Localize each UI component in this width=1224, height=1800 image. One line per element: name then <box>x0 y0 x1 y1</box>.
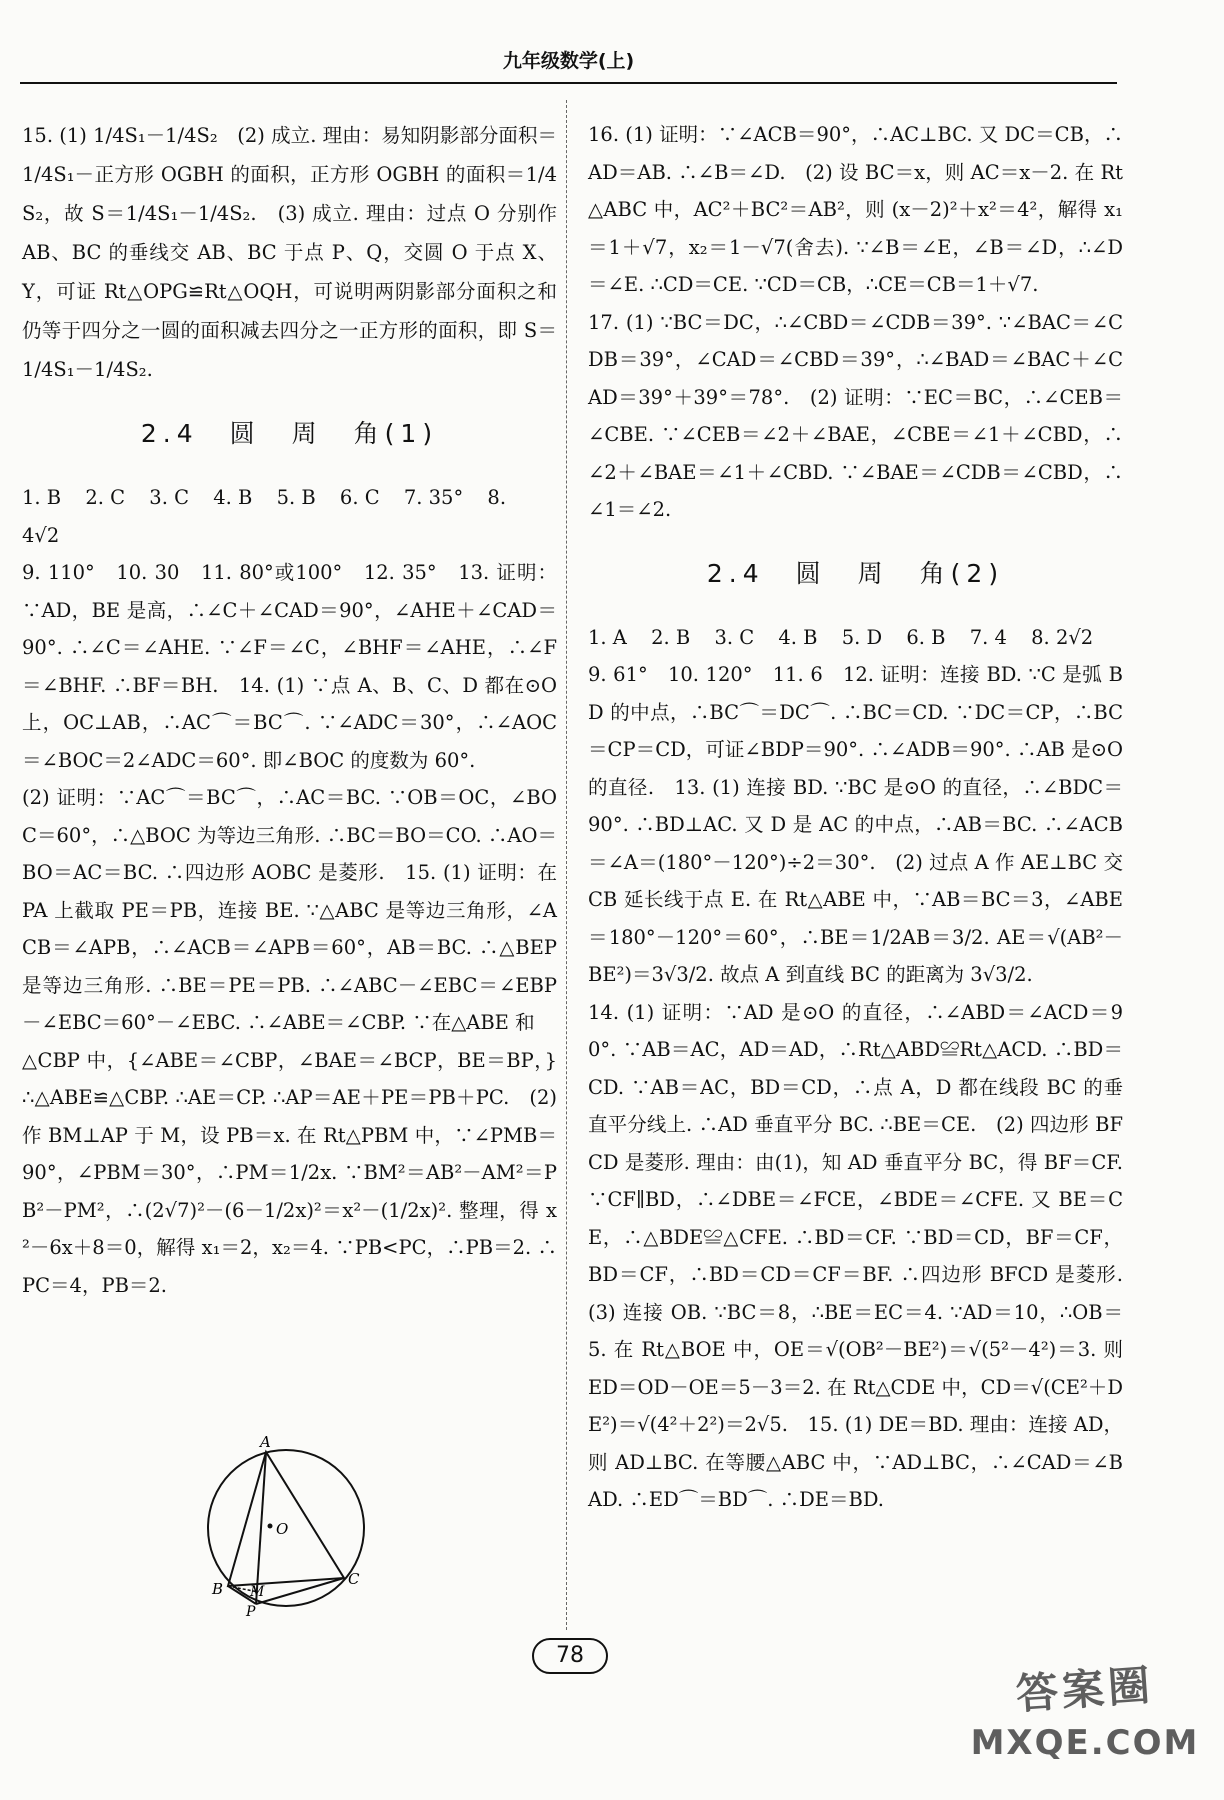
page-header: 九年级数学(上) <box>502 50 635 72</box>
section-title-2-4-1: 2.4 圆 周 角(1) <box>140 419 439 448</box>
answer-item: 8. 2√2 <box>1031 625 1094 649</box>
answer-item: 3. C <box>714 625 755 649</box>
answers-15-cont: △CBP 中，{∠ABE＝∠CBP，∠BAE＝∠BCP，BE＝BP，} ∴△ABE≌△CBP. ∴AE＝CP. ∴AP＝AE＋PE＝PB＋PC. (2) 作 BM⊥AP 于 M，设 PB＝x. 在 Rt△PBM 中，∵∠PMB＝90°，∠PBM＝30°，∴PM＝1/2x. ∵BM²＝AB²－AM²＝PB²－PM²，∴(2√7)²－(6－1/2x)²＝x²－(1/2x)². 整理，得 x²－6x＋8＝0，解得 x₁＝2，x₂＝4. ∵PB<PC，∴PB＝2. ∴PC＝4，PB＝2. <box>22 1048 557 1297</box>
label-c: C <box>348 1570 360 1588</box>
column-divider <box>566 100 567 1630</box>
answer-15-prev-section: 15. (1) 1/4S₁－1/4S₂ (2) 成立. 理由：易知阴影部分面积＝1/4S₁－正方形 OGBH 的面积，正方形 OGBH 的面积＝1/4S₂，故 S＝1/4S₁－1/4S₂. (3) 成立. 理由：过点 O 分别作 AB、BC 的垂线交 AB、BC 于点 P、Q，交圆 O 于点 X、Y，可证 Rt△OPG≌Rt△OQH，可说明两阴影部分面积之和仍等于四分之一圆的面积减去四分之一正方形的面积，即 S＝1/4S₁－1/4S₂. <box>22 124 557 381</box>
answer-16: 16. (1) 证明：∵∠ACB＝90°，∴AC⊥BC. 又 DC＝CB，∴AD＝AB. ∴∠B＝∠D. (2) 设 BC＝x，则 AC＝x－2. 在 Rt△ABC 中，AC²＋BC²＝AB²，则 (x－2)²＋x²＝4²，解得 x₁＝1＋√7，x₂＝1－√7(舍去). ∵∠B＝∠E，∠B＝∠D，∴∠D＝∠E. ∴CD＝CE. ∵CD＝CB，∴CE＝CB＝1＋√7. <box>588 123 1123 296</box>
right-column <box>588 116 1143 1519</box>
label-a: A <box>260 1436 271 1451</box>
answer-item: 7. 35° <box>403 486 464 509</box>
answer-item: 7. 4 <box>969 625 1007 649</box>
answer-item: 8. 4√2 <box>22 486 507 547</box>
answer-item: 2. C <box>85 486 126 509</box>
triangle-abc <box>228 1452 344 1586</box>
answer-item: 1. B <box>22 486 62 509</box>
section-title-2-4-2: 2.4 圆 周 角(2) <box>706 558 1005 588</box>
answer-item: 4. B <box>778 625 818 649</box>
answer-item: 6. C <box>339 486 380 509</box>
label-p: P <box>246 1604 256 1616</box>
answers-1-8-row <box>22 479 557 554</box>
circle-triangle-figure <box>200 1436 380 1616</box>
answer-item: 5. B <box>276 486 316 509</box>
answer-item: 3. C <box>149 486 190 509</box>
left-column <box>22 116 557 1304</box>
label-m: M <box>250 1584 265 1600</box>
answers-9-14: 9. 110° 10. 30 11. 80°或100° 12. 35° 13. 证明：∵AD，BE 是高，∴∠C＋∠CAD＝90°，∠AHE＋∠CAD＝90°. ∴∠C＝∠AHE. ∵∠F＝∠C，∠BHF＝∠AHE，∴∠F＝∠BHF. ∴BF＝BH. 14. (1) ∵点 A、B、C、D 都在⊙O 上，OC⊥AB，∴AC⌒＝BC⌒. ∵∠ADC＝30°，∴∠AOC＝∠BOC＝2∠ADC＝60°. 即∠BOC 的度数为 60°. <box>22 561 557 772</box>
header-rule <box>20 82 1117 84</box>
answers-14-15: 14. (1) 证明：∵AD 是⊙O 的直径，∴∠ABD＝∠ACD＝90°. ∵AB＝AC，AD＝AD，∴Rt△ABD≌Rt△ACD. ∴BD＝CD. ∵AB＝AC，BD＝CD，∴点 A，D 都在线段 BC 的垂直平分线上. ∴AD 垂直平分 BC. ∴BE＝CE. (2) 四边形 BFCD 是菱形. 理由：由(1)，知 AD 垂直平分 BC，得 BF＝CF. ∵CF∥BD，∴∠DBE＝∠FCE，∠BDE＝∠CFE. 又 BE＝CE，∴△BDE≌△CFE. ∴BD＝CF. ∵BD＝CD，BF＝CF，BD＝CF，∴BD＝CD＝CF＝BF. ∴四边形 BFCD 是菱形. (3) 连接 OB. ∵BC＝8，∴BE＝EC＝4. ∵AD＝10，∴OB＝5. 在 Rt△BOE 中，OE＝√(OB²－BE²)＝√(5²－4²)＝3. 则 ED＝OD－OE＝5－3＝2. 在 Rt△CDE 中，CD＝√(CE²＋DE²)＝√(4²＋2²)＝2√5. 15. (1) DE＝BD. 理由：连接 AD，则 AD⊥BC. 在等腰△ABC 中，∵AD⊥BC，∴∠CAD＝∠BAD. ∴ED⌒＝BD⌒. ∴DE＝BD. <box>588 1000 1143 1511</box>
answers-9-13: 9. 61° 10. 120° 11. 6 12. 证明：连接 BD. ∵C 是弧 BD 的中点，∴BC⌒＝DC⌒. ∴BC＝CD. ∵DC＝CP，∴BC＝CP＝CD，可证∠BDP＝90°. ∴∠ADB＝90°. ∴AB 是⊙O 的直径. 13. (1) 连接 BD. ∵BC 是⊙O 的直径，∴∠BDC＝90°. ∴BD⊥AC. 又 D 是 AC 的中点，∴AB＝BC. ∴∠ACB＝∠A＝(180°－120°)÷2＝30°. (2) 过点 A 作 AE⊥BC 交 CB 延长线于点 E. 在 Rt△ABE 中，∵AB＝BC＝3，∠ABE＝180°－120°＝60°，∴BE＝1/2AB＝3/2. AE＝√(AB²－BE²)＝3√3/2. 故点 A 到直线 BC 的距离为 3√3/2. <box>588 663 1123 986</box>
watermark-url-text: MXQE.COM <box>970 1723 1200 1763</box>
center-dot <box>268 1524 273 1529</box>
answers-14-15: (2) 证明：∵AC⌒＝BC⌒，∴AC＝BC. ∵OB＝OC，∠BOC＝60°，∴△BOC 为等边三角形. ∴BC＝BO＝CO. ∴AO＝BO＝AC＝BC. ∴四边形 AOBC 是菱形. 15. (1) 证明：在 PA 上截取 PE＝PB，连接 BE. ∵△ABC 是等边三角形，∠ACB＝∠APB，∴∠ACB＝∠APB＝60°，AB＝BC. ∴△BEP 是等边三角形. ∴BE＝PE＝PB. ∴∠ABC－∠EBC＝∠EBP－∠EBC＝60°－∠EBC. ∴∠ABE＝∠CBP. ∵在△ABE 和 <box>22 786 557 1034</box>
answer-item: 4. B <box>213 486 253 509</box>
page-number: 78 <box>532 1638 608 1674</box>
watermark-logo <box>960 1660 1210 1790</box>
watermark-top-text: 答案圈 <box>1014 1660 1156 1719</box>
answer-item: 1. A <box>588 625 627 649</box>
answers-1-8-row-2 <box>588 619 1123 657</box>
answer-item: 6. B <box>906 625 946 649</box>
answer-item: 2. B <box>651 625 691 649</box>
label-o: O <box>276 1520 289 1538</box>
answer-item: 5. D <box>841 625 883 649</box>
answer-17: 17. (1) ∵BC＝DC，∴∠CBD＝∠CDB＝39°. ∵∠BAC＝∠CDB＝39°，∠CAD＝∠CBD＝39°，∴∠BAD＝∠BAC＋∠CAD＝39°＋39°＝78°. (2) 证明：∵EC＝BC，∴∠CEB＝∠CBE. ∵∠CEB＝∠2＋∠BAE，∠CBE＝∠1＋∠CBD，∴∠2＋∠BAE＝∠1＋∠CBD. ∵∠BAE＝∠CDB＝∠CBD，∴∠1＝∠2. <box>588 310 1123 521</box>
segment-ap <box>256 1452 266 1604</box>
label-b: B <box>212 1580 224 1598</box>
